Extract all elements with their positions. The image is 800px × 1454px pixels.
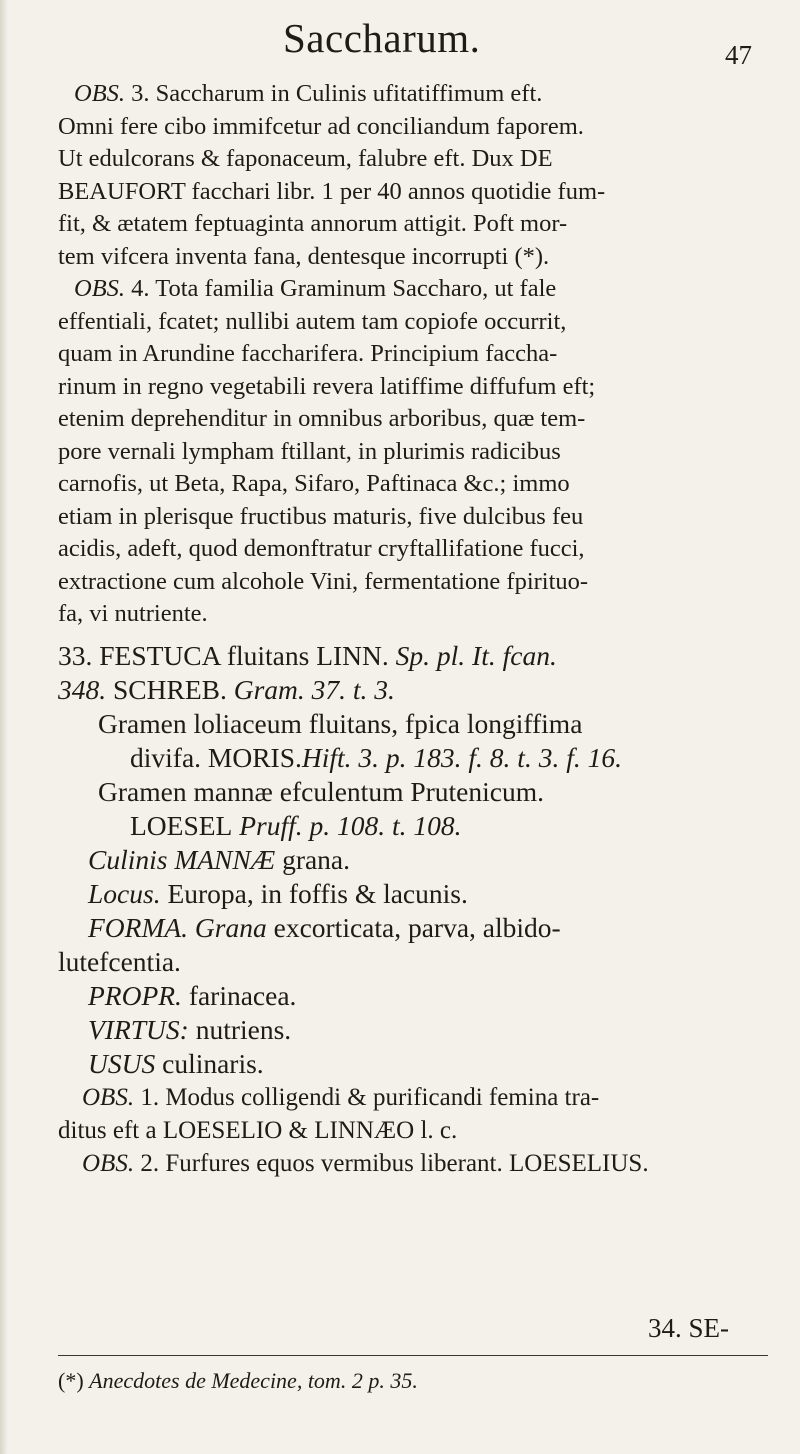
obs4-line: carnofis, ut Beta, Rapa, Sifaro, Paftinaca &c.; immo (58, 470, 570, 497)
field-virtus (58, 1013, 770, 1047)
field-value: excorticata, parva, albido- (273, 911, 561, 943)
obs3-line (58, 78, 770, 111)
species-name: FESTUCA fluitans (99, 639, 310, 671)
footnote (58, 1368, 418, 1394)
obs-label: OBS. (82, 1149, 135, 1177)
obs3-line: tem vifcera inventa fana, dentesque incorrupti (*). (58, 242, 550, 270)
synonym-ref (58, 741, 770, 775)
catchword: 34. SE- (648, 1313, 729, 1343)
field-usus (58, 1047, 770, 1081)
synonym-ref (58, 809, 770, 843)
obs4-text-1: Tota familia Graminum Saccharo, ut fale (155, 275, 557, 302)
author: SCHREB. (113, 673, 227, 705)
entry-references (58, 673, 770, 707)
obs-label: OBS. (74, 80, 126, 107)
synonym-text: divifa. (130, 741, 202, 773)
field-propr (58, 979, 770, 1013)
entry-number: 33. (58, 639, 93, 671)
obs4-line: extractione cum alcohole Vini, fermentatione fpirituo- (58, 567, 589, 595)
obs-number: 3. (131, 80, 150, 107)
field-label: VIRTUS: (88, 1013, 189, 1045)
entry-obs-2 (58, 1147, 770, 1180)
field-locus (58, 877, 770, 911)
reference: Gram. 37. t. 3. (233, 673, 395, 705)
observation-4 (58, 273, 770, 631)
author: MORIS. (207, 741, 302, 773)
obs3-text-1: Saccharum in Culinis ufitatiffimum eft. (155, 80, 543, 107)
reference: Hift. 3. p. 183. f. 8. t. 3. f. 16. (301, 741, 622, 773)
obs4-line: rinum in regno vegetabili revera latiffime diffufum eft; (58, 372, 596, 400)
field-forma-cont: lutefcentia. (58, 945, 181, 977)
reference: Pruff. p. 108. t. 108. (239, 809, 462, 841)
field-label: Culinis MANNÆ (88, 843, 276, 875)
obs4-line: acidis, adeft, quod demonftratur cryftallifatione fucci, (58, 535, 585, 562)
reference: 348. (58, 673, 107, 705)
running-title: Saccharum. (283, 15, 481, 61)
field-value: Grana (194, 911, 267, 943)
obs3-line: fit, & ætatem feptuaginta annorum attigit. Poft mor- (58, 210, 568, 237)
obs4-line: pore vernali lympham ftillant, in plurimis radicibus (58, 437, 561, 465)
field-label: Locus. (88, 877, 161, 909)
footnote-mark: (*) (58, 1368, 84, 1393)
field-value: Europa, in foffis & lacunis. (167, 877, 468, 909)
observation-3 (58, 78, 770, 273)
footnote-rule (58, 1355, 768, 1356)
field-value: farinacea. (188, 979, 297, 1011)
page-number: 47 (725, 40, 752, 70)
obs4-line (58, 273, 770, 306)
obs3-line: BEAUFORT facchari libr. 1 per 40 annos quotidie fum- (58, 177, 606, 205)
author: LOESEL (130, 809, 233, 841)
entry-obs-1-cont: ditus eft a LOESELIO & LINNÆO l. c. (58, 1116, 458, 1144)
entry-heading (58, 639, 770, 673)
obs4-line: quam in Arundine faccharifera. Principium faccha- (58, 340, 558, 367)
field-forma (58, 911, 770, 945)
obs-text: 1. Modus colligendi & purificandi femina tra- (140, 1083, 600, 1111)
field-culinis (58, 843, 770, 877)
obs3-line: Omni fere cibo immifcetur ad conciliandum faporem. (58, 112, 584, 140)
entry-obs-1 (58, 1081, 770, 1114)
synonym: Gramen mannæ efculentum Prutenicum. (98, 775, 544, 807)
field-value: nutriens. (195, 1013, 292, 1045)
obs-label: OBS. (82, 1083, 135, 1111)
obs4-line: fa, vi nutriente. (58, 600, 208, 627)
obs4-line: effentiali, fcatet; nullibi autem tam copiofe occurrit, (58, 307, 567, 335)
obs-text: 2. Furfures equos vermibus liberant. LOESELIUS. (140, 1149, 649, 1177)
obs-number: 4. (131, 275, 150, 302)
field-value: culinaris. (162, 1047, 264, 1079)
synonym: Gramen loliaceum fluitans, fpica longiffima (98, 707, 583, 739)
field-value: grana. (282, 843, 351, 875)
species-entry-33 (58, 639, 770, 1180)
field-label: FORMA. (88, 911, 189, 943)
field-label: PROPR. (88, 979, 182, 1011)
reference: It. fcan. (472, 639, 557, 671)
author: LINN. (316, 639, 389, 671)
page-body (58, 78, 770, 1180)
reference: Sp. pl. (395, 639, 466, 671)
obs-label: OBS. (74, 275, 126, 302)
field-label: USUS (88, 1047, 156, 1079)
obs3-line: Ut edulcorans & faponaceum, falubre eft. Dux DE (58, 145, 553, 172)
footnote-text: Anecdotes de Medecine, tom. 2 p. 35. (89, 1368, 418, 1393)
obs4-line: etiam in plerisque fructibus maturis, five dulcibus feu (58, 502, 584, 530)
page-header (0, 14, 800, 74)
page-edge-shadow (0, 0, 8, 1454)
obs4-line: etenim deprehenditur in omnibus arboribus, quæ tem- (58, 405, 586, 432)
